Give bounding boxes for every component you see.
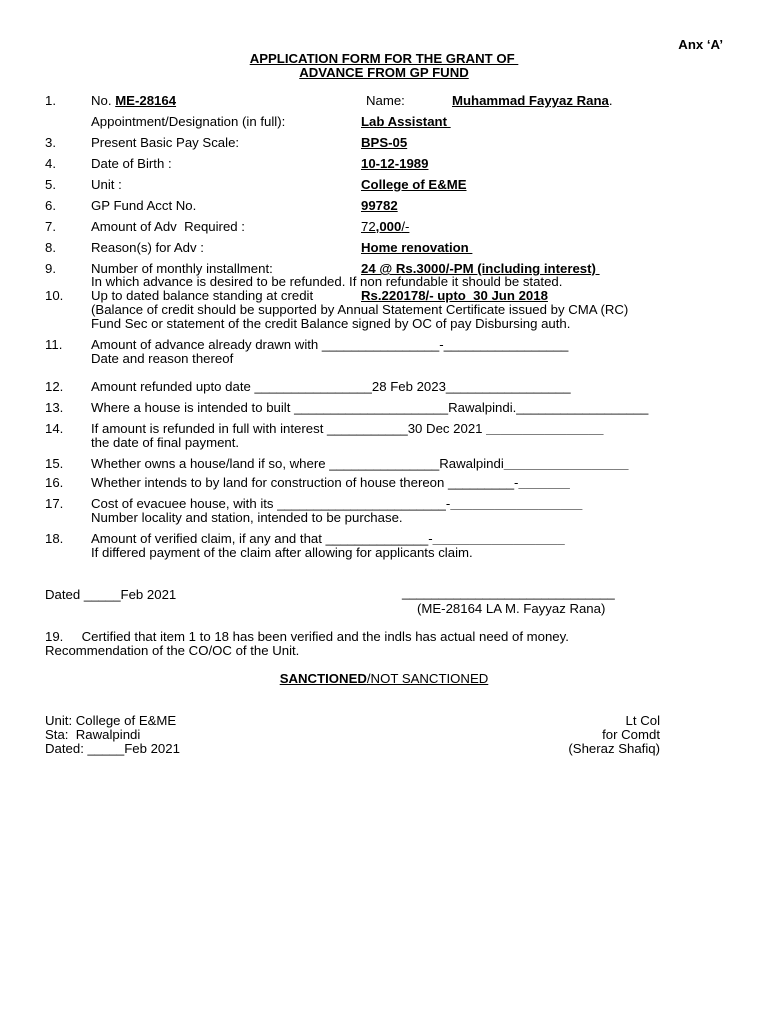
item-12-label: Amount refunded upto date — [91, 379, 255, 394]
item-11-label: Amount of advance already drawn with — [91, 337, 322, 352]
item-1-row — [91, 93, 176, 108]
item-9-value: 24 @ Rs.3000/-PM (including interest) — [361, 261, 600, 276]
name-value: Muhammad Fayyaz Rana — [452, 93, 609, 108]
item-15-label: Whether owns a house/land if so, where — [91, 456, 330, 471]
item-10-label: Up to dated balance standing at credit — [91, 288, 314, 303]
annex-label: Anx ‘A’ — [678, 37, 723, 52]
item-17-label: Cost of evacuee house, with its — [91, 496, 278, 511]
item-number: 3. — [45, 135, 56, 150]
item-9-label: Number of monthly installment: — [91, 261, 273, 276]
item-16-row — [91, 475, 570, 490]
item-15-row — [91, 456, 628, 471]
item-3-value: BPS-05 — [361, 135, 408, 150]
officer-rank: Lt Col — [625, 713, 660, 728]
item-13-row — [91, 400, 648, 415]
item-17-note: Number locality and station, intended to be purchase. — [91, 510, 403, 525]
blank-line: _________ — [448, 475, 515, 490]
blank-line: __________________ — [450, 496, 583, 511]
item-number: 7. — [45, 219, 56, 234]
dated-line: Dated _____Feb 2021 — [45, 587, 177, 602]
item-18-row — [91, 531, 565, 546]
item-number: 13. — [45, 400, 64, 415]
blank-line: __________________ — [516, 400, 649, 415]
form-title-line1: APPLICATION FORM FOR THE GRANT OF — [249, 51, 519, 66]
item-number: 4. — [45, 156, 56, 171]
blank-line: _______________________ — [277, 496, 446, 511]
blank-line: _____________________ — [294, 400, 449, 415]
item-number: 5. — [45, 177, 56, 192]
item-number: 10. — [45, 288, 64, 303]
footer-station: Sta: Rawalpindi — [45, 727, 141, 742]
item-16-label: Whether intends to by land for construction of house thereon — [91, 475, 449, 490]
item-15-value: Rawalpindi — [439, 456, 504, 471]
blank-line: _______________ — [329, 456, 440, 471]
item-4-value: 10-12-1989 — [361, 156, 429, 171]
name-label: Name: — [366, 93, 405, 108]
item-1-label: No. — [91, 93, 116, 108]
item-11-row — [91, 337, 568, 352]
recommendation-text: Recommendation of the CO/OC of the Unit. — [45, 643, 300, 658]
item-14-value: 30 Dec 2021 — [407, 421, 487, 436]
item-8-label: Reason(s) for Adv : — [91, 240, 204, 255]
blank-line: _________________ — [503, 456, 629, 471]
item-12-value: 28 Feb 2023 — [371, 379, 446, 394]
item-10-value: Rs.220178/- upto 30 Jun 2018 — [361, 288, 548, 303]
item-14-note: the date of final payment. — [91, 435, 240, 450]
item-7-label: Amount of Adv Required : — [91, 219, 245, 234]
blank-line: _________________ — [445, 379, 571, 394]
blank-line: ___________ — [327, 421, 408, 436]
item-6-label: GP Fund Acct No. — [91, 198, 197, 213]
name-row — [452, 93, 613, 108]
item-2-value: Lab Assistant — [361, 114, 451, 129]
item-number: 17. — [45, 496, 64, 511]
not-sanctioned-label: /NOT SANCTIONED — [366, 671, 489, 686]
applicant-name: (ME-28164 LA M. Fayyaz Rana) — [417, 601, 606, 616]
item-number: 8. — [45, 240, 56, 255]
officer-name: (Sheraz Shafiq) — [568, 741, 660, 756]
item-10-note: Fund Sec or statement of the credit Balance signed by OC of pay Disbursing auth. — [91, 316, 571, 331]
item-13-value: Rawalpindi. — [448, 400, 517, 415]
item-5-value: College of E&ME — [361, 177, 467, 192]
item-4-label: Date of Birth : — [91, 156, 172, 171]
item-6-value: 99782 — [361, 198, 398, 213]
item-10-note: (Balance of credit should be supported by Annual Statement Certificate issued by CMA (RC) — [91, 302, 629, 317]
blank-line: ________________ — [321, 337, 440, 352]
item-17-value: - — [445, 496, 451, 511]
item-number: 15. — [45, 456, 64, 471]
item-7-value-part: ,000 — [375, 219, 402, 234]
sanctioned-label: SANCTIONED — [279, 671, 367, 686]
sanction-status — [0, 671, 768, 686]
blank-line: __________________ — [432, 531, 565, 546]
item-number: 11. — [45, 337, 63, 352]
item-number: 1. — [45, 93, 56, 108]
signature-line: _____________________________ — [402, 585, 615, 600]
item-number: 12. — [45, 379, 64, 394]
item-number: 6. — [45, 198, 56, 213]
name-trail: . — [608, 93, 613, 108]
certification-text: 19. Certified that item 1 to 18 has been verified and the indls has actual need of money. — [45, 629, 569, 644]
item-12-row — [91, 379, 571, 394]
item-number: 18. — [45, 531, 64, 546]
blank-line: _________________ — [443, 337, 569, 352]
item-18-value: - — [428, 531, 433, 546]
item-number: 9. — [45, 261, 56, 276]
item-18-label: Amount of verified claim, if any and that — [91, 531, 326, 546]
item-7-value — [361, 219, 409, 234]
blank-line: ________________ — [486, 421, 604, 436]
item-17-row — [91, 496, 582, 511]
footer-unit: Unit: College of E&ME — [45, 713, 177, 728]
blank-line: ________________ — [254, 379, 372, 394]
item-8-value: Home renovation — [361, 240, 473, 255]
item-5-label: Unit : — [91, 177, 122, 192]
item-18-note: If differed payment of the claim after allowing for applicants claim. — [91, 545, 473, 560]
item-9-note: In which advance is desired to be refunded. If non refundable it should be stated. — [91, 274, 563, 289]
blank-line: ______________ — [325, 531, 429, 546]
form-title-line2: ADVANCE FROM GP FUND — [299, 65, 469, 80]
blank-line: _______ — [518, 475, 570, 490]
item-number: 14. — [45, 421, 64, 436]
item-11-value: - — [439, 337, 444, 352]
item-13-label: Where a house is intended to built — [91, 400, 295, 415]
item-number: 16. — [45, 475, 64, 490]
item-3-label: Present Basic Pay Scale: — [91, 135, 240, 150]
footer-dated: Dated: _____Feb 2021 — [45, 741, 180, 756]
item-11-note: Date and reason thereof — [91, 351, 234, 366]
item-2-label: Appointment/Designation (in full): — [91, 114, 286, 129]
item-7-value-part: /- — [401, 219, 410, 234]
item-14-label: If amount is refunded in full with interest — [91, 421, 328, 436]
officer-for: for Comdt — [602, 727, 660, 742]
item-16-value: - — [514, 475, 519, 490]
item-1-value: ME-28164 — [115, 93, 177, 108]
item-14-row — [91, 421, 604, 436]
item-7-value-part: 72 — [361, 219, 376, 234]
